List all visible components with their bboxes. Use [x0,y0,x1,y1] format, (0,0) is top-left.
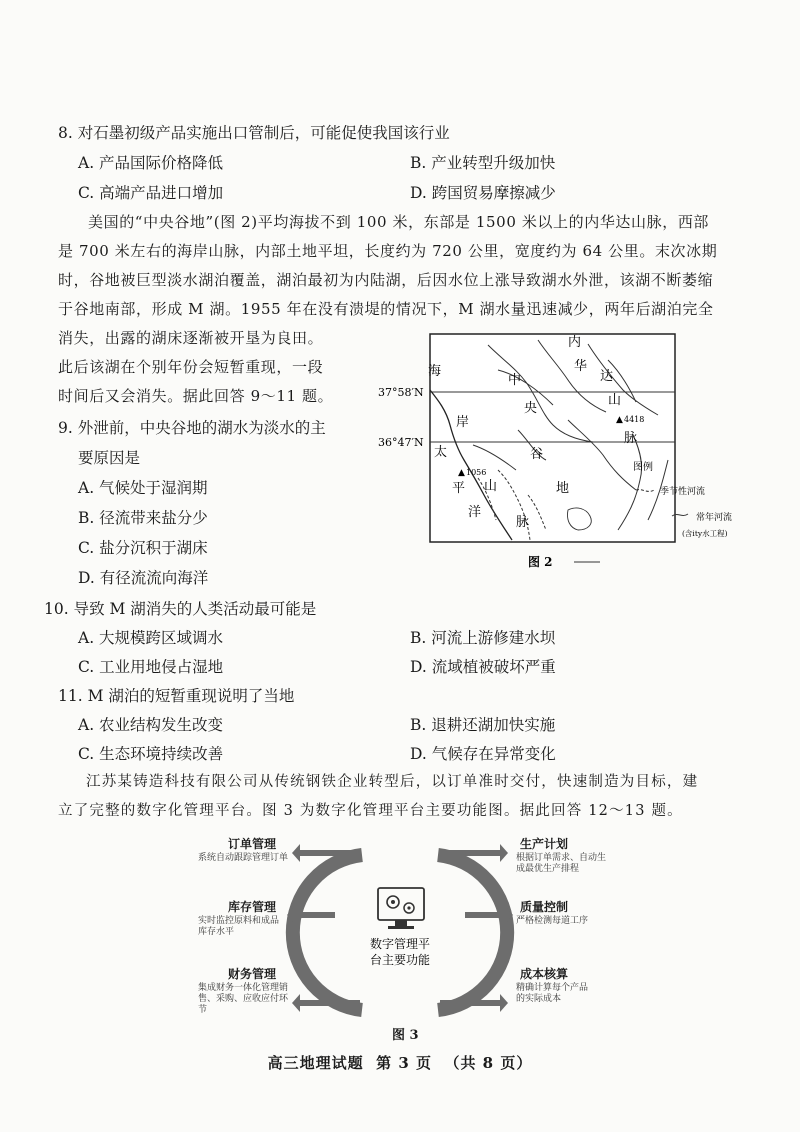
figure-3-caption: 图 3 [392,1028,419,1043]
passage1-line-2: 是 700 米左右的海岸山脉，内部土地平坦，长度约为 720 公里，宽度约为 64 公里。末次冰期 [58,242,718,260]
passage1-left-line-2: 此后该湖在个别年份会短暂重现，一段 [58,358,324,376]
passage1-line-4: 于谷地南部，形成 M 湖。1955 年在没有溃堤的情况下，M 湖水量迅速减少，两年后湖泊完全 [58,300,714,318]
map-svg [378,330,778,580]
passage2-line-1: 江苏某铸造科技有限公司从传统钢铁企业转型后，以订单准时交付，快速制造为目标，建 [86,774,699,790]
legend-note: (含ity水工程) [682,529,728,538]
map-label-an: 岸 [456,415,470,430]
passage1-line-3: 时，谷地被巨型淡水湖泊覆盖，湖泊最初为内陆湖，后因水位上涨导致湖水外泄，该湖不断萎缩 [58,271,714,289]
map-label-shan-east: 山 [608,393,622,408]
feature-finance-desc: 集成财务一体化管理销售、采购、应收应付环节 [198,983,289,1015]
ring-left-arc [293,855,362,1010]
map-label-ping: 平 [452,481,466,496]
peak-west-elevation: 1056 [466,468,487,477]
q9-option-d: D. 有径流流向海洋 [78,569,209,587]
arrow-cost [500,994,508,1012]
footer-subject: 高三地理试题 [267,1054,364,1072]
feature-inventory-desc: 实时监控原料和成品库存水平 [198,916,280,937]
map-frame [430,334,675,542]
map-label-mai-east: 脉 [624,431,638,446]
passage1-left-block [58,324,333,411]
feature-production-title: 生产计划 [520,837,569,851]
map-label-hai: 海 [428,364,442,379]
map-label-di: 地 [556,481,570,496]
connector-order [300,850,360,856]
feature-cost-desc: 精确计算每个产品的实际成本 [516,983,589,1004]
arrow-finance [292,994,300,1012]
q10-option-c: C. 工业用地侵占湿地 [78,658,224,676]
feature-order-desc: 系统自动跟踪管理订单 [198,853,289,863]
feature-cost-title: 成本核算 [520,967,569,981]
q9-stem-line1: 9. 外泄前，中央谷地的湖水为淡水的主 [58,419,326,437]
arrow-production [500,844,508,862]
figure-3-diagram [190,830,610,1030]
map-label-tai: 太 [434,445,448,460]
feature-quality-title: 质量控制 [520,900,569,914]
feature-inventory-title: 库存管理 [228,900,277,914]
q11-option-b: B. 退耕还湖加快实施 [410,716,556,734]
peak-east-marker: ▲ [616,415,623,425]
map-label-mai-west: 脉 [516,515,530,530]
map-label-zhong: 中 [508,373,522,388]
footer-total: （共 8 页） [444,1054,533,1072]
q8-option-d: D. 跨国贸易摩擦减少 [410,184,556,202]
peak-west-marker: ▲ [458,468,465,478]
map-label-nei: 内 [568,335,582,350]
q11-option-a: A. 农业结构发生改变 [78,716,224,734]
map-label-gu: 谷 [530,447,544,462]
latitude-label-south: 36°47′N [378,436,424,449]
q9-stem-line2: 要原因是 [78,449,141,467]
connector-finance [300,1000,360,1006]
connector-inventory [295,912,335,918]
q9-option-b: B. 径流带来盐分少 [78,509,208,527]
q8-option-b: B. 产业转型升级加快 [410,154,556,172]
q11-option-d: D. 气候存在异常变化 [410,745,556,763]
feature-production-desc: 根据订单需求、自动生成最优生产排程 [516,853,607,874]
q11-stem: 11. M 湖泊的短暂重现说明了当地 [58,687,295,705]
passage2-line-2: 立了完整的数字化管理平台。图 3 为数字化管理平台主要功能图。据此回答 12～13 题。 [58,803,683,819]
connector-quality [465,912,505,918]
connector-production [440,850,500,856]
connector-cost [440,1000,500,1006]
legend-perennial-label: 常年河流 [696,513,733,523]
map-label-hua: 华 [574,359,588,374]
passage1-left-line-1: 消失，出露的湖床逐渐被开垦为良田。 [58,329,324,347]
passage1-left-line-3: 时间后又会消失。据此回答 9～11 题。 [58,387,334,405]
q10-option-d: D. 流域植被破坏严重 [410,658,556,676]
figure-2-caption: 图 2 [528,555,553,569]
q10-option-b: B. 河流上游修建水坝 [410,629,556,647]
passage-central-valley [58,208,748,324]
passage1-line-1: 美国的“中央谷地”(图 2)平均海拔不到 100 米，东部是 1500 米以上的内华达山脉，西部 [88,213,710,231]
q10-option-a: A. 大规模跨区域调水 [78,629,224,647]
map-label-da: 达 [600,369,614,384]
map-label-yang: 洋 [468,505,482,520]
q8-option-c: C. 高端产品进口增加 [78,184,224,202]
feature-quality-desc: 严格检测每道工序 [516,916,589,926]
ring-right-arc [438,855,507,1010]
peak-east-elevation: 4418 [624,415,645,424]
q8-option-a: A. 产品国际价格降低 [78,154,224,172]
q8-stem: 8. 对石墨初级产品实施出口管制后，可能促使我国该行业 [58,124,450,142]
legend-title: 图例 [633,462,653,473]
page-footer [0,1052,800,1073]
monitor-gear-icon [378,888,424,929]
center-label-line1: 数字管理平 [369,937,431,951]
footer-page: 第 3 页 [376,1054,432,1072]
q10-stem: 10. 导致 M 湖消失的人类活动最可能是 [44,600,317,618]
map-label-shan-west: 山 [484,479,498,494]
feature-order-title: 订单管理 [228,837,277,851]
figure-2-map [378,330,778,580]
q11-option-c: C. 生态环境持续改善 [78,745,224,763]
map-label-yang-center: 央 [524,401,538,416]
arrow-order [292,844,300,862]
latitude-label-north: 37°58′N [378,386,424,399]
feature-finance-title: 财务管理 [228,967,277,981]
q9-option-c: C. 盐分沉积于湖床 [78,539,208,557]
q9-option-a: A. 气候处于湿润期 [78,479,208,497]
legend-seasonal-label: 季节性河流 [660,487,706,497]
center-label-line2: 台主要功能 [369,953,431,967]
